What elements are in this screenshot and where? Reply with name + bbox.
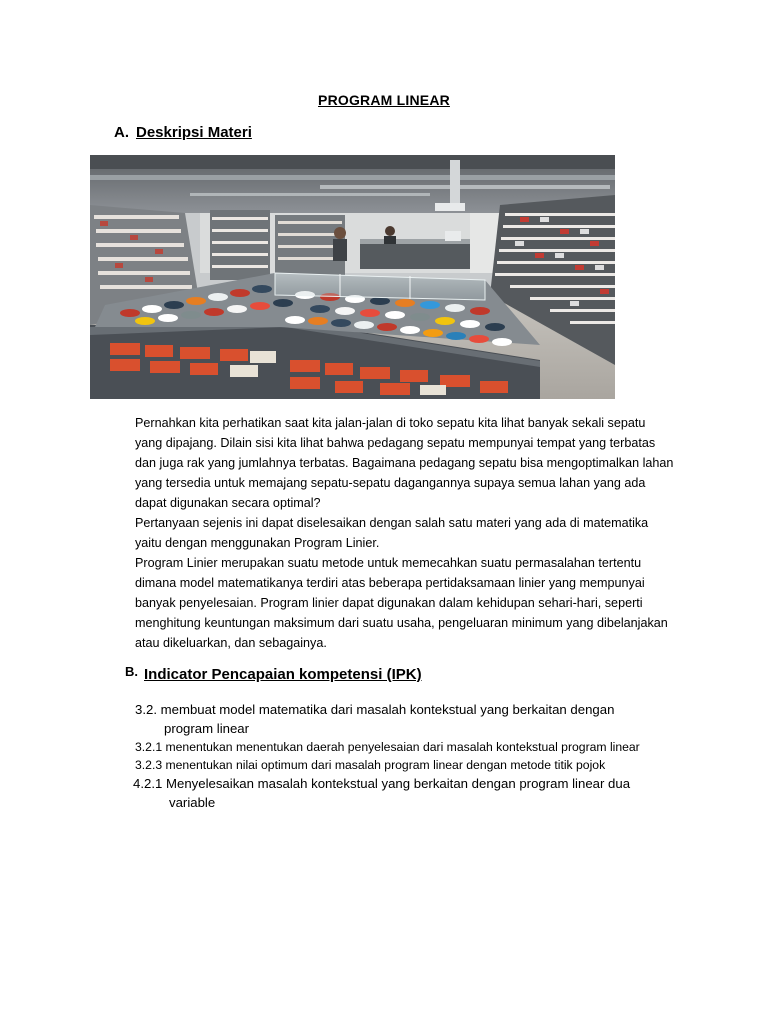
indicator-3-2-1 — [135, 738, 640, 757]
indicator-3-2-3 — [135, 756, 605, 775]
paragraph-1: Pernahkan kita perhatikan saat kita jalan-jalan di toko sepatu kita lihat banyak sekali sepatu yang dipajang. Dilain sisi kita lihat bahwa pedagang sepatu mempunyai tempat yang terbatas dan juga rak yang jumlahnya terbatas. Bagaimana pedagang sepatu bisa mengoptimalkan lahan yang tersedia untuk memajang sepatu-sepatu dagangannya supaya semua lahan yang ada dapat digunakan secara optimal? — [135, 416, 674, 510]
indicator-3-2-1-line1: 3.2.1 menentukan menentukan daerah penyelesaian dari masalah kontekstual program linear — [135, 740, 640, 754]
indicator-3-2-3-line1: 3.2.3 menentukan nilai optimum dari masalah program linear dengan metode titik pojok — [135, 758, 606, 772]
section-a-heading — [114, 124, 252, 141]
section-b-heading — [125, 666, 422, 683]
description-text — [135, 413, 675, 653]
section-a-number: A. — [114, 124, 129, 141]
indicator-4-2-1 — [133, 774, 630, 812]
indicator-3-2-line2: program linear — [164, 721, 250, 736]
document-title: PROGRAM LINEAR — [318, 92, 450, 108]
section-b-label: Indicator Pencapaian kompetensi (IPK) — [144, 666, 422, 683]
indicator-4-2-1-line1: 4.2.1 Menyelesaikan masalah kontekstual yang berkaitan dengan program linear dua — [133, 776, 631, 791]
shoe-store-photo — [90, 155, 615, 399]
paragraph-2: Pertanyaan sejenis ini dapat diselesaikan dengan salah satu materi yang ada di matematika yaitu dengan menggunakan Program Linier. — [135, 516, 649, 550]
section-b-number: B. — [125, 664, 138, 679]
indicator-4-2-1-line2: variable — [169, 795, 216, 810]
section-a-label: Deskripsi Materi — [136, 124, 252, 141]
indicator-3-2-line1: 3.2. membuat model matematika dari masalah kontekstual yang berkaitan dengan — [135, 702, 615, 717]
paragraph-3: Program Linier merupakan suatu metode untuk memecahkan suatu permasalahan tertentu dimana model matematikanya terdiri atas beberapa pertidaksamaan linier yang mempunyai banyak penyelesaian. Program linier dapat digunakan dalam kehidupan sehari-hari, seperti menghitung keuntungan maksimum dari suatu usaha, pengeluaran minimum yang dibelanjakan atau dikeluarkan, dan sebagainya. — [135, 556, 668, 650]
indicator-3-2 — [135, 700, 614, 738]
